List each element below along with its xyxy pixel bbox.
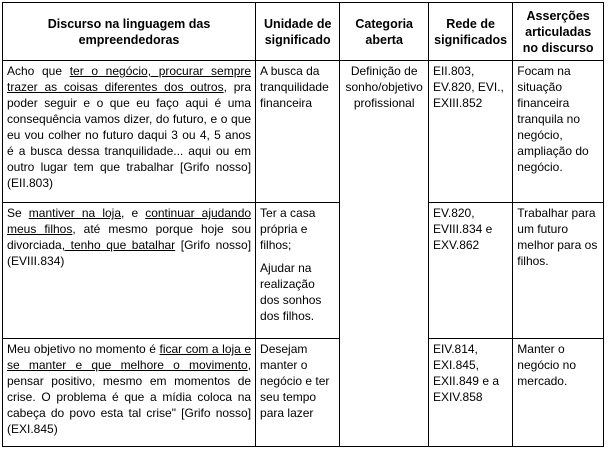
rede-text: EV.820, EVIII.834 e EXV.862 xyxy=(432,206,493,252)
unidade-text: Ter a casa própria e filhos; xyxy=(260,206,316,252)
text-span: , e xyxy=(121,206,146,220)
unidade-cell xyxy=(256,339,340,447)
text-span: , até mesmo porque hoje sou divorciada xyxy=(7,222,252,252)
header-discurso: Discurso na linguagem das empreendedoras xyxy=(3,3,256,61)
table-row xyxy=(3,61,604,203)
rede-cell xyxy=(428,203,512,339)
rede-text: EIV.814, EXI.845, EXII.849 e a EXIV.858 xyxy=(432,342,499,404)
assercoes-cell xyxy=(513,203,604,339)
categoria-cell xyxy=(340,61,429,447)
discurso-cell xyxy=(3,203,256,339)
table-row xyxy=(3,203,604,339)
text-span: Se xyxy=(7,206,29,220)
header-unidade: Unidade de significado xyxy=(256,3,340,61)
assercoes-cell xyxy=(513,61,604,203)
unidade-text: Desejam manter o negócio e ter seu tempo para lazer xyxy=(260,342,330,420)
assercoes-text: Focam na situação financeira tranquila no negócio, ampliação do negócio. xyxy=(517,64,589,174)
header-row xyxy=(3,3,604,61)
underlined-span: ficar com a loja e se manter e que melhore o movimento xyxy=(7,342,252,372)
assercoes-cell xyxy=(513,339,604,447)
analysis-table xyxy=(2,2,604,447)
unidade-text-2: Ajudar na realização dos sonhos dos filhos. xyxy=(260,261,322,323)
assercoes-text: Trabalhar para um futuro melhor para os filhos. xyxy=(517,206,598,268)
underlined-span: , tenho que batalhar xyxy=(61,238,176,252)
header-assercoes: Asserções articuladas no discurso xyxy=(513,3,604,61)
discurso-cell xyxy=(3,339,256,447)
text-span: [Grifo nosso] (EVIII.834) xyxy=(7,238,252,268)
text-span: , pra poder seguir e o que eu faço aqui é uma consequência vamos dizer, do futuro, e o que eu vou colher no futuro daqui 3 ou 4, 5 anos é a busca dessa tranquilidade... aqui ou em outro lugar tem que trabalhar [Grifo nosso] (EII.803) xyxy=(7,80,252,190)
unidade-cell xyxy=(256,203,340,339)
text-span: Meu objetivo no momento é xyxy=(7,342,160,356)
header-rede: Rede de significados xyxy=(428,3,512,61)
text-span: , pensar positivo, mesmo em momentos de crise. O problema é que a mídia coloca na cabeça do povo esta tal crise" [Grifo nosso] (EXI.845) xyxy=(7,358,252,436)
categoria-text: Definição de sonho/objetivo profissional xyxy=(345,64,423,110)
unidade-cell xyxy=(256,61,340,203)
underlined-span: continuar ajudando meus filhos xyxy=(7,206,252,236)
rede-cell xyxy=(428,339,512,447)
discurso-cell xyxy=(3,61,256,203)
header-categoria: Categoria aberta xyxy=(340,3,429,61)
unidade-text: A busca da tranquilidade financeira xyxy=(260,64,329,110)
rede-text: EII.803, EV.820, EVI., EXIII.852 xyxy=(432,64,504,110)
assercoes-text: Manter o negócio no mercado. xyxy=(517,342,577,388)
table-row xyxy=(3,339,604,447)
underlined-span: mantiver na loja xyxy=(28,206,122,220)
text-span: Acho que xyxy=(7,64,70,78)
underlined-span: ter o negócio, procurar sempre trazer as coisas diferentes dos outros xyxy=(7,64,252,94)
rede-cell xyxy=(428,61,512,203)
